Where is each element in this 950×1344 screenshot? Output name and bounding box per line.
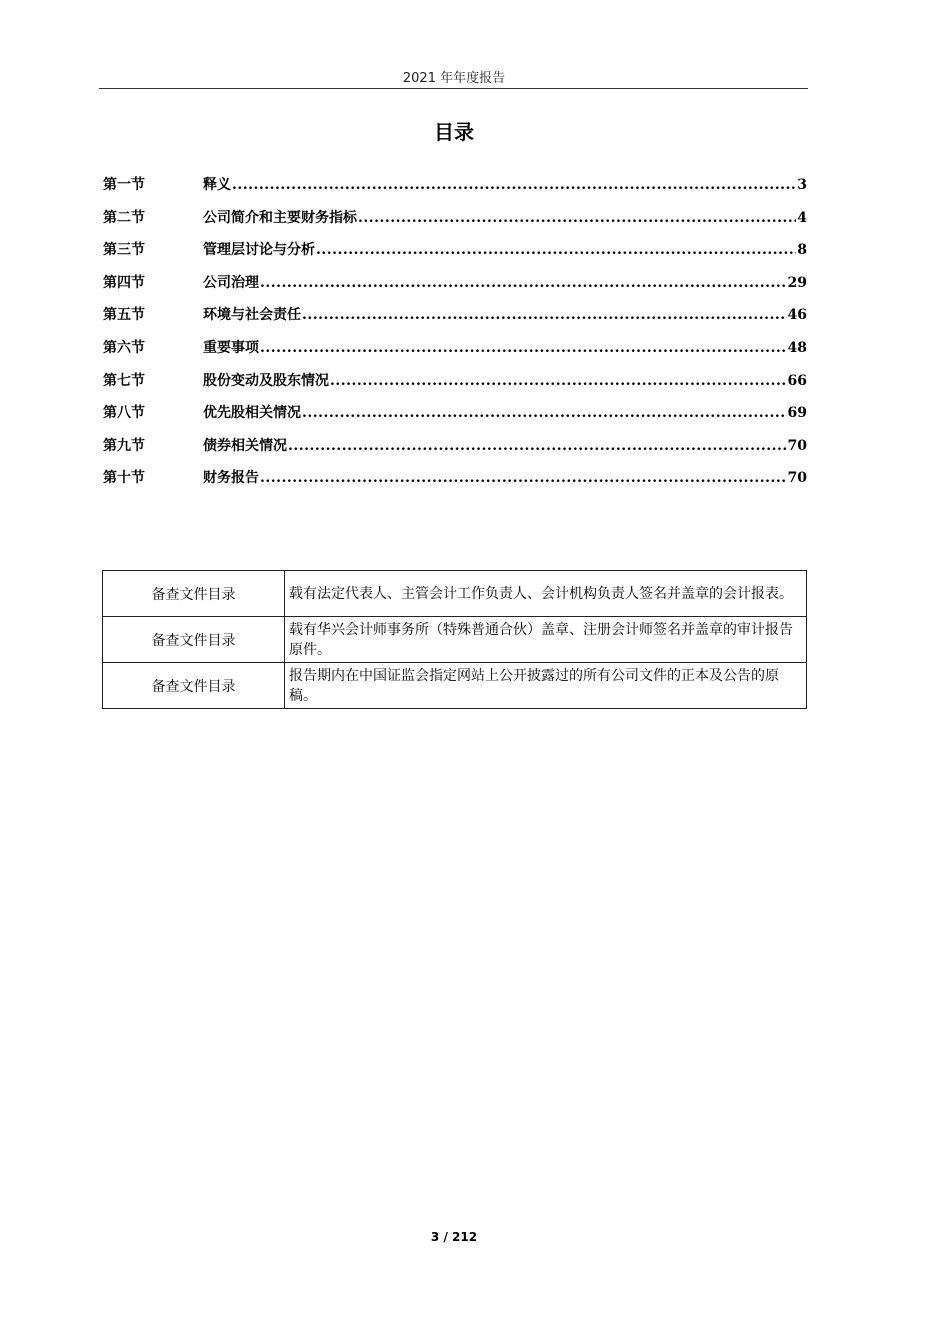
reference-label-cell: 备查文件目录 [103, 663, 285, 709]
toc-page-number: 3 [797, 177, 807, 193]
toc-leader-dots [302, 405, 787, 421]
toc-section-number: 第九节 [103, 437, 145, 454]
toc-entry[interactable] [103, 337, 807, 370]
report-header-title: 2021 年年度报告 [402, 71, 506, 86]
toc-page-number: 69 [787, 405, 807, 422]
toc-leader-dots [232, 177, 796, 193]
toc-leader-dots [260, 470, 787, 486]
toc-entry[interactable] [103, 435, 807, 468]
toc-entry[interactable] [103, 402, 807, 435]
toc-section-name: 财务报告 [203, 470, 259, 487]
toc-section-number: 第七节 [103, 372, 145, 389]
toc-leader-dots [260, 275, 787, 291]
table-of-contents [103, 174, 807, 500]
toc-section-name: 优先股相关情况 [203, 405, 301, 422]
toc-leader-dots [316, 242, 796, 258]
toc-section-name: 公司治理 [203, 274, 259, 291]
reference-description-cell: 载有法定代表人、主管会计工作负责人、会计机构负责人签名并盖章的会计报表。 [285, 571, 807, 617]
toc-page-number: 8 [797, 242, 807, 259]
toc-section-number: 第六节 [103, 339, 145, 356]
reference-description-cell: 载有华兴会计师事务所（特殊普通合伙）盖章、注册会计师签名并盖章的审计报告原件。 [285, 617, 807, 663]
toc-entry[interactable] [103, 272, 807, 305]
toc-section-number: 第五节 [103, 307, 145, 324]
table-row [103, 571, 807, 617]
toc-entry[interactable] [103, 239, 807, 272]
toc-page-number: 66 [787, 372, 807, 389]
toc-section-number: 第十节 [103, 470, 145, 487]
toc-entry[interactable] [103, 174, 807, 207]
toc-section-name: 环境与社会责任 [203, 307, 301, 324]
toc-section-name: 释义 [203, 177, 231, 193]
table-row [103, 617, 807, 663]
toc-page-number: 70 [787, 437, 807, 454]
toc-section-name: 债券相关情况 [203, 437, 287, 454]
toc-section-number: 第八节 [103, 405, 145, 422]
toc-section-number: 第二节 [103, 209, 145, 226]
toc-title: 目录 [434, 120, 474, 144]
toc-leader-dots [330, 373, 787, 389]
toc-entry[interactable] [103, 207, 807, 240]
toc-leader-dots [358, 210, 796, 226]
toc-section-number: 第一节 [103, 177, 145, 193]
toc-section-name: 重要事项 [203, 339, 259, 356]
toc-page-number: 70 [787, 470, 807, 487]
header-divider [99, 88, 808, 89]
toc-section-number: 第三节 [103, 242, 145, 259]
toc-entry[interactable] [103, 304, 807, 337]
reference-description-cell: 报告期内在中国证监会指定网站上公开披露过的所有公司文件的正本及公告的原稿。 [285, 663, 807, 709]
toc-entry[interactable] [103, 467, 807, 500]
reference-files-table [102, 570, 807, 709]
toc-leader-dots [260, 340, 787, 356]
toc-section-number: 第四节 [103, 274, 145, 291]
toc-section-name: 管理层讨论与分析 [203, 242, 315, 259]
toc-section-name: 股份变动及股东情况 [203, 372, 329, 389]
toc-page-number: 4 [797, 209, 807, 226]
toc-page-number: 29 [787, 274, 807, 291]
page-number-footer: 3 / 212 [430, 1230, 478, 1244]
reference-label-cell: 备查文件目录 [103, 571, 285, 617]
reference-label-cell: 备查文件目录 [103, 617, 285, 663]
toc-entry[interactable] [103, 370, 807, 403]
toc-leader-dots [302, 307, 787, 323]
toc-page-number: 48 [787, 339, 807, 356]
toc-leader-dots [288, 438, 787, 454]
toc-section-name: 公司简介和主要财务指标 [203, 209, 357, 226]
table-row [103, 663, 807, 709]
toc-page-number: 46 [787, 307, 807, 324]
